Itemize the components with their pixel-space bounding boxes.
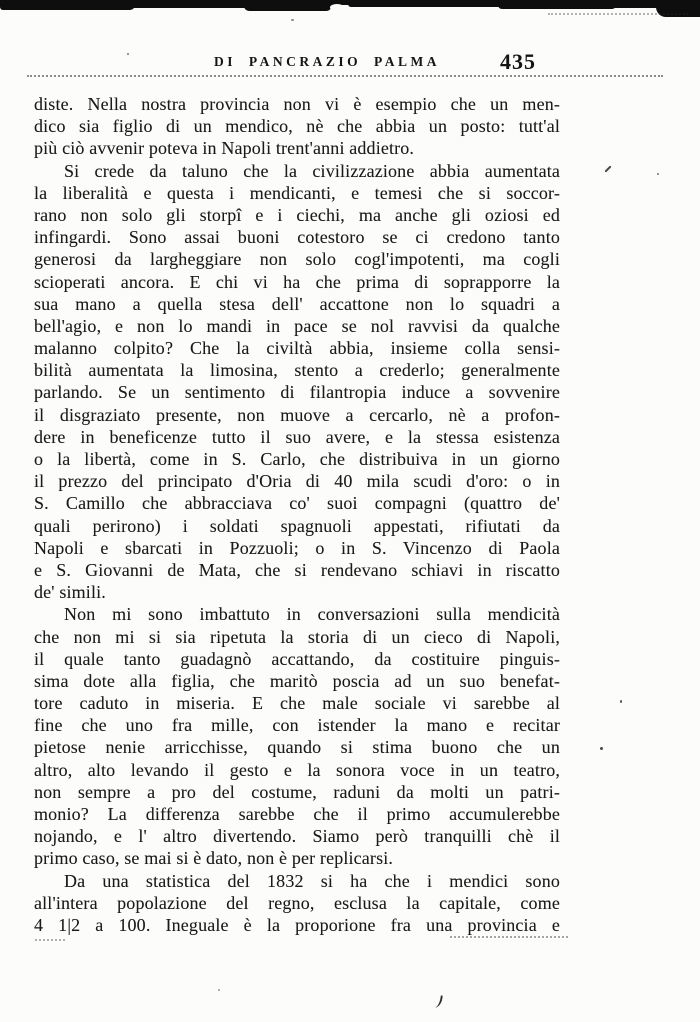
text-line: tore caduto in miseria. E che male sociale vi sarebbe al xyxy=(34,693,560,714)
text-line: Da una statistica del 1832 si ha che i mendici sono xyxy=(64,870,560,891)
text-line: rano non solo gli storpî e i ciechi, ma anche gli oziosi ed xyxy=(34,204,560,225)
text-line: pietose nenie arricchisse, quando si stima buono che un xyxy=(34,737,560,758)
scan-band-segment xyxy=(498,0,616,9)
text-line: Napoli e sbarcati in Pozzuoli; o in S. Vincenzo di Paola xyxy=(34,537,560,558)
scan-speck xyxy=(620,700,622,703)
scan-speck xyxy=(600,747,603,750)
scan-band-segment xyxy=(112,0,262,8)
text-line: all'intera popolazione del regno, esclusa la capitale, come xyxy=(34,892,560,913)
text-block xyxy=(34,93,560,936)
scan-speck xyxy=(657,173,659,175)
text-line: Si crede da taluno che la civilizzazione abbia aumentata xyxy=(64,160,560,181)
text-line: parlando. Se un sentimento di filantropia induce a sovvenire xyxy=(34,382,560,403)
scan-speck xyxy=(218,989,220,991)
text-line: Non mi sono imbattuto in conversazioni sulla mendicità xyxy=(64,604,560,625)
header-dotted-rule xyxy=(27,75,663,77)
text-line: bell'agio, e non lo mandi in pace se nol ravvisi da qualche xyxy=(34,315,560,336)
text-line: S. Camillo che abbracciava co' suoi compagni (quattro de' xyxy=(34,493,560,514)
scan-ink-mark xyxy=(433,995,443,1009)
page-number: 435 xyxy=(500,49,536,74)
text-line: diste. Nella nostra provincia non vi è esempio che un men- xyxy=(34,94,560,114)
text-line: e S. Giovanni de Mata, che si rendevano schiavi in riscatto xyxy=(34,559,560,580)
text-line: de' simili. xyxy=(34,582,106,603)
text-line: più ciò avvenir poteva in Napoli trent'anni addietro. xyxy=(34,138,415,159)
scan-band-noise xyxy=(548,13,688,15)
text-line: non sempre a pro del costume, raduni da molti un patri- xyxy=(34,781,560,802)
text-line: fine che uno fra mille, con istender la mano e recitar xyxy=(34,715,560,736)
text-line: 4 1|2 a 100. Ineguale è la proporione fra una provincia e xyxy=(34,914,560,935)
scan-underline-noise xyxy=(35,939,65,941)
text-line: scioperati ancora. E chi vi ha che prima di soprapporre la xyxy=(34,271,560,292)
scan-speck xyxy=(127,53,129,55)
text-line: il quale tanto guadagnò accattando, da costituire pinguis- xyxy=(34,648,560,669)
text-line: primo caso, se mai si è dato, non è per replicarsi. xyxy=(34,848,394,869)
text-line: dico sia figlio di un mendico, nè che abbia un posto: tutt'al xyxy=(34,116,560,137)
text-line: malanno colpito? Che la civiltà abbia, insieme colla sensi- xyxy=(34,338,560,359)
text-line: infingardi. Sono assai buoni cotestoro se ci credono tanto xyxy=(34,227,560,248)
text-line: nojando, e l' altro divertendo. Siamo però tranquilli chè il xyxy=(34,826,560,847)
scan-band-notch xyxy=(330,4,344,11)
scan-band-segment xyxy=(348,0,506,7)
text-line: il prezzo del principato d'Oria di 40 mila scudi d'oro: o in xyxy=(34,471,560,492)
text-line: quali perirono) i soldati spagnuoli appestati, rifiutati da xyxy=(34,515,560,536)
text-line: sua mano a quella stesa dell' accattone non lo squadri a xyxy=(34,293,560,314)
text-line: generosi da largheggiare non solo cogl'impotenti, ma cogli xyxy=(34,249,560,270)
text-line: bilità aumentata la limosina, stento a crederlo; generalmente xyxy=(34,360,560,381)
text-line: dere in beneficenze tutto il suo avere, e la stessa esistenza xyxy=(34,426,560,447)
text-line: altro, alto levando il gesto e la sonora voce in un teatro, xyxy=(34,759,560,780)
text-line: monio? La differenza sarebbe che il primo accumulerebbe xyxy=(34,804,560,824)
scan-band-segment xyxy=(244,0,332,11)
text-line: la liberalità e questa i mendicanti, e temesi che si soccor- xyxy=(34,182,560,203)
scan-speck xyxy=(291,19,294,21)
text-line: o la libertà, come in S. Carlo, che distribuiva in un giorno xyxy=(34,449,560,469)
text-line: il disgraziato presente, non muove a cercarlo, nè a profon- xyxy=(34,404,560,425)
text-line: sima dote alla figlia, che maritò poscia ad un suo benefat- xyxy=(34,670,560,691)
running-header-title: DI PANCRAZIO PALMA xyxy=(214,54,440,69)
scan-underline-noise xyxy=(450,936,568,938)
text-line: che non mi si sia ripetuta la storia di un cieco di Napoli, xyxy=(34,626,560,647)
scan-speck xyxy=(604,165,611,172)
